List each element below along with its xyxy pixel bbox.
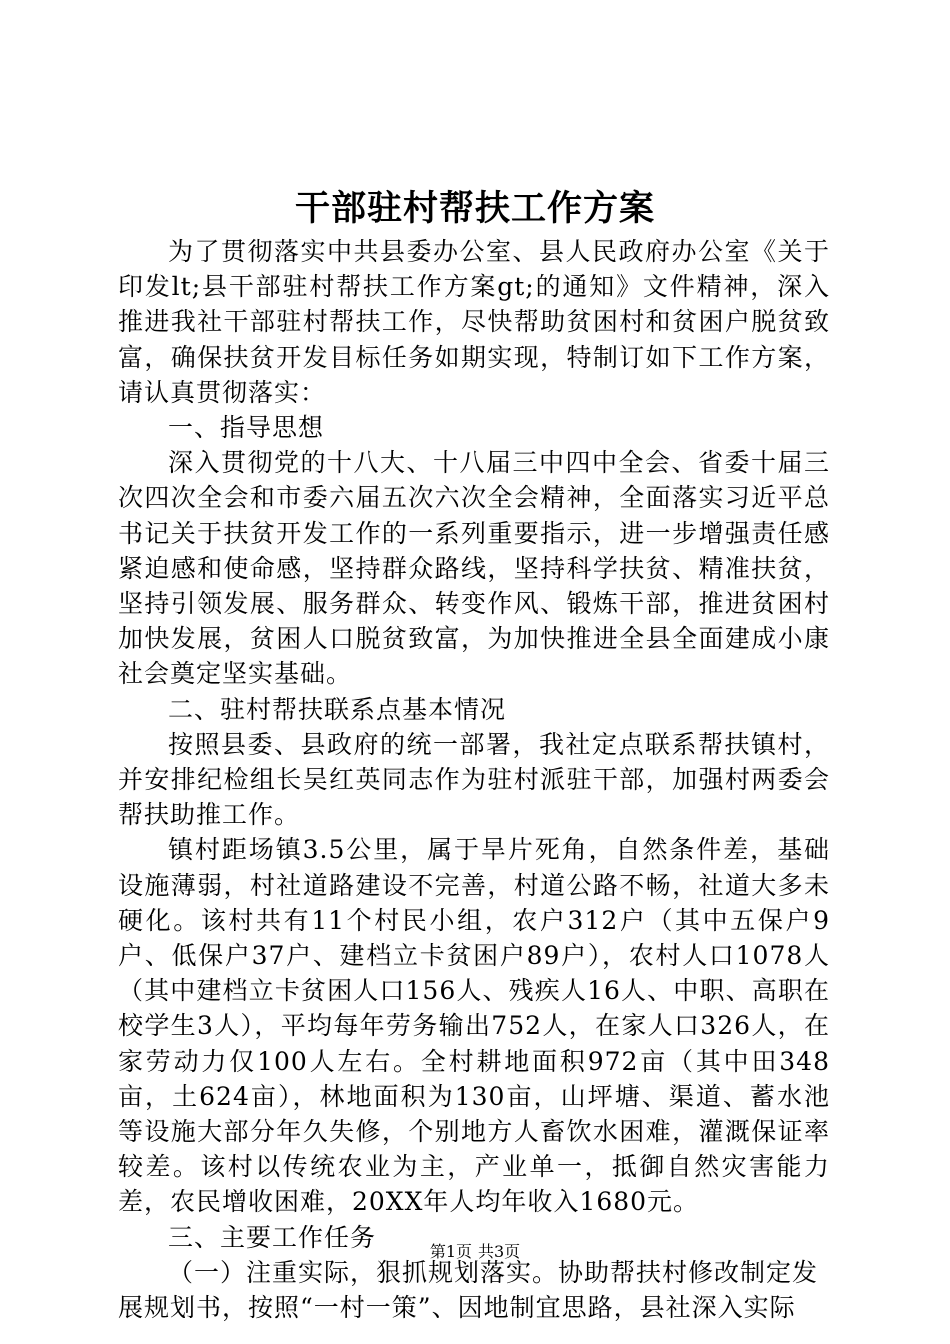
guiding-thought-paragraph: 深入贯彻党的十八大、十八届三中四中全会、省委十届三次四次全会和市委六届五次六次全会精神，全面落实习近平总书记关于扶贫开发工作的一系列重要指示，进一步增强责任感紧迫感和使命感，坚持群众路线，坚持科学扶贫、精准扶贫，坚持引领发展、服务群众、转变作风、锻炼干部，推进贫困村加快发展，贫困人口脱贫致富，为加快推进全县全面建成小康社会奠定坚实基础。 — [118, 448, 830, 689]
document-body — [118, 234, 830, 1325]
village-situation-paragraph: 镇村距场镇3.5公里，属于旱片死角，自然条件差，基础设施薄弱，村社道路建设不完善，村道公路不畅，社道大多未硬化。该村共有11个村民小组，农户312户（其中五保户9户、低保户37户、建档立卡贫困户89户），农村人口1078人（其中建档立卡贫困人口156人、残疾人16人、中职、高职在校学生3人），平均每年劳务输出752人，在家人口326人，在家劳动力仅100人左右。全村耕地面积972亩（其中田348亩，土624亩），林地面积为130亩，山坪塘、渠道、蓄水池等设施大部分年久失修，个别地方人畜饮水困难，灌溉保证率较差。该村以传统农业为主，产业单一，抵御自然灾害能力差，农民增收困难，20XX年人均年收入1680元。 — [118, 835, 830, 1217]
section-heading-basic-situation: 二、驻村帮扶联系点基本情况 — [168, 694, 507, 724]
section-heading-main-tasks: 三、主要工作任务 — [168, 1222, 377, 1252]
document-title: 干部驻村帮扶工作方案 — [294, 188, 655, 229]
deployment-paragraph: 按照县委、县政府的统一部署，我社定点联系帮扶镇村，并安排纪检组长吴红英同志作为驻村派驻干部，加强村两委会帮扶助推工作。 — [118, 729, 830, 830]
page-total: 共3页 — [478, 1242, 521, 1261]
section-heading-guiding-thought: 一、指导思想 — [168, 413, 325, 443]
page-footer — [0, 1240, 950, 1264]
intro-paragraph: 为了贯彻落实中共县委办公室、县人民政府办公室《关于印发lt;县干部驻村帮扶工作方案gt;的通知》文件精神，深入推进我社干部驻村帮扶工作，尽快帮助贫困村和贫困户脱贫致富，确保扶贫开发目标任务如期实现，特制订如下工作方案，请认真贯彻落实： — [118, 237, 830, 407]
task-one-paragraph: （一）注重实际，狠抓规划落实。协助帮扶村修改制定发展规划书，按照“一村一策”、因地制宜思路，县社深入实际 — [118, 1257, 819, 1323]
page-number: 第1页 — [429, 1242, 472, 1261]
